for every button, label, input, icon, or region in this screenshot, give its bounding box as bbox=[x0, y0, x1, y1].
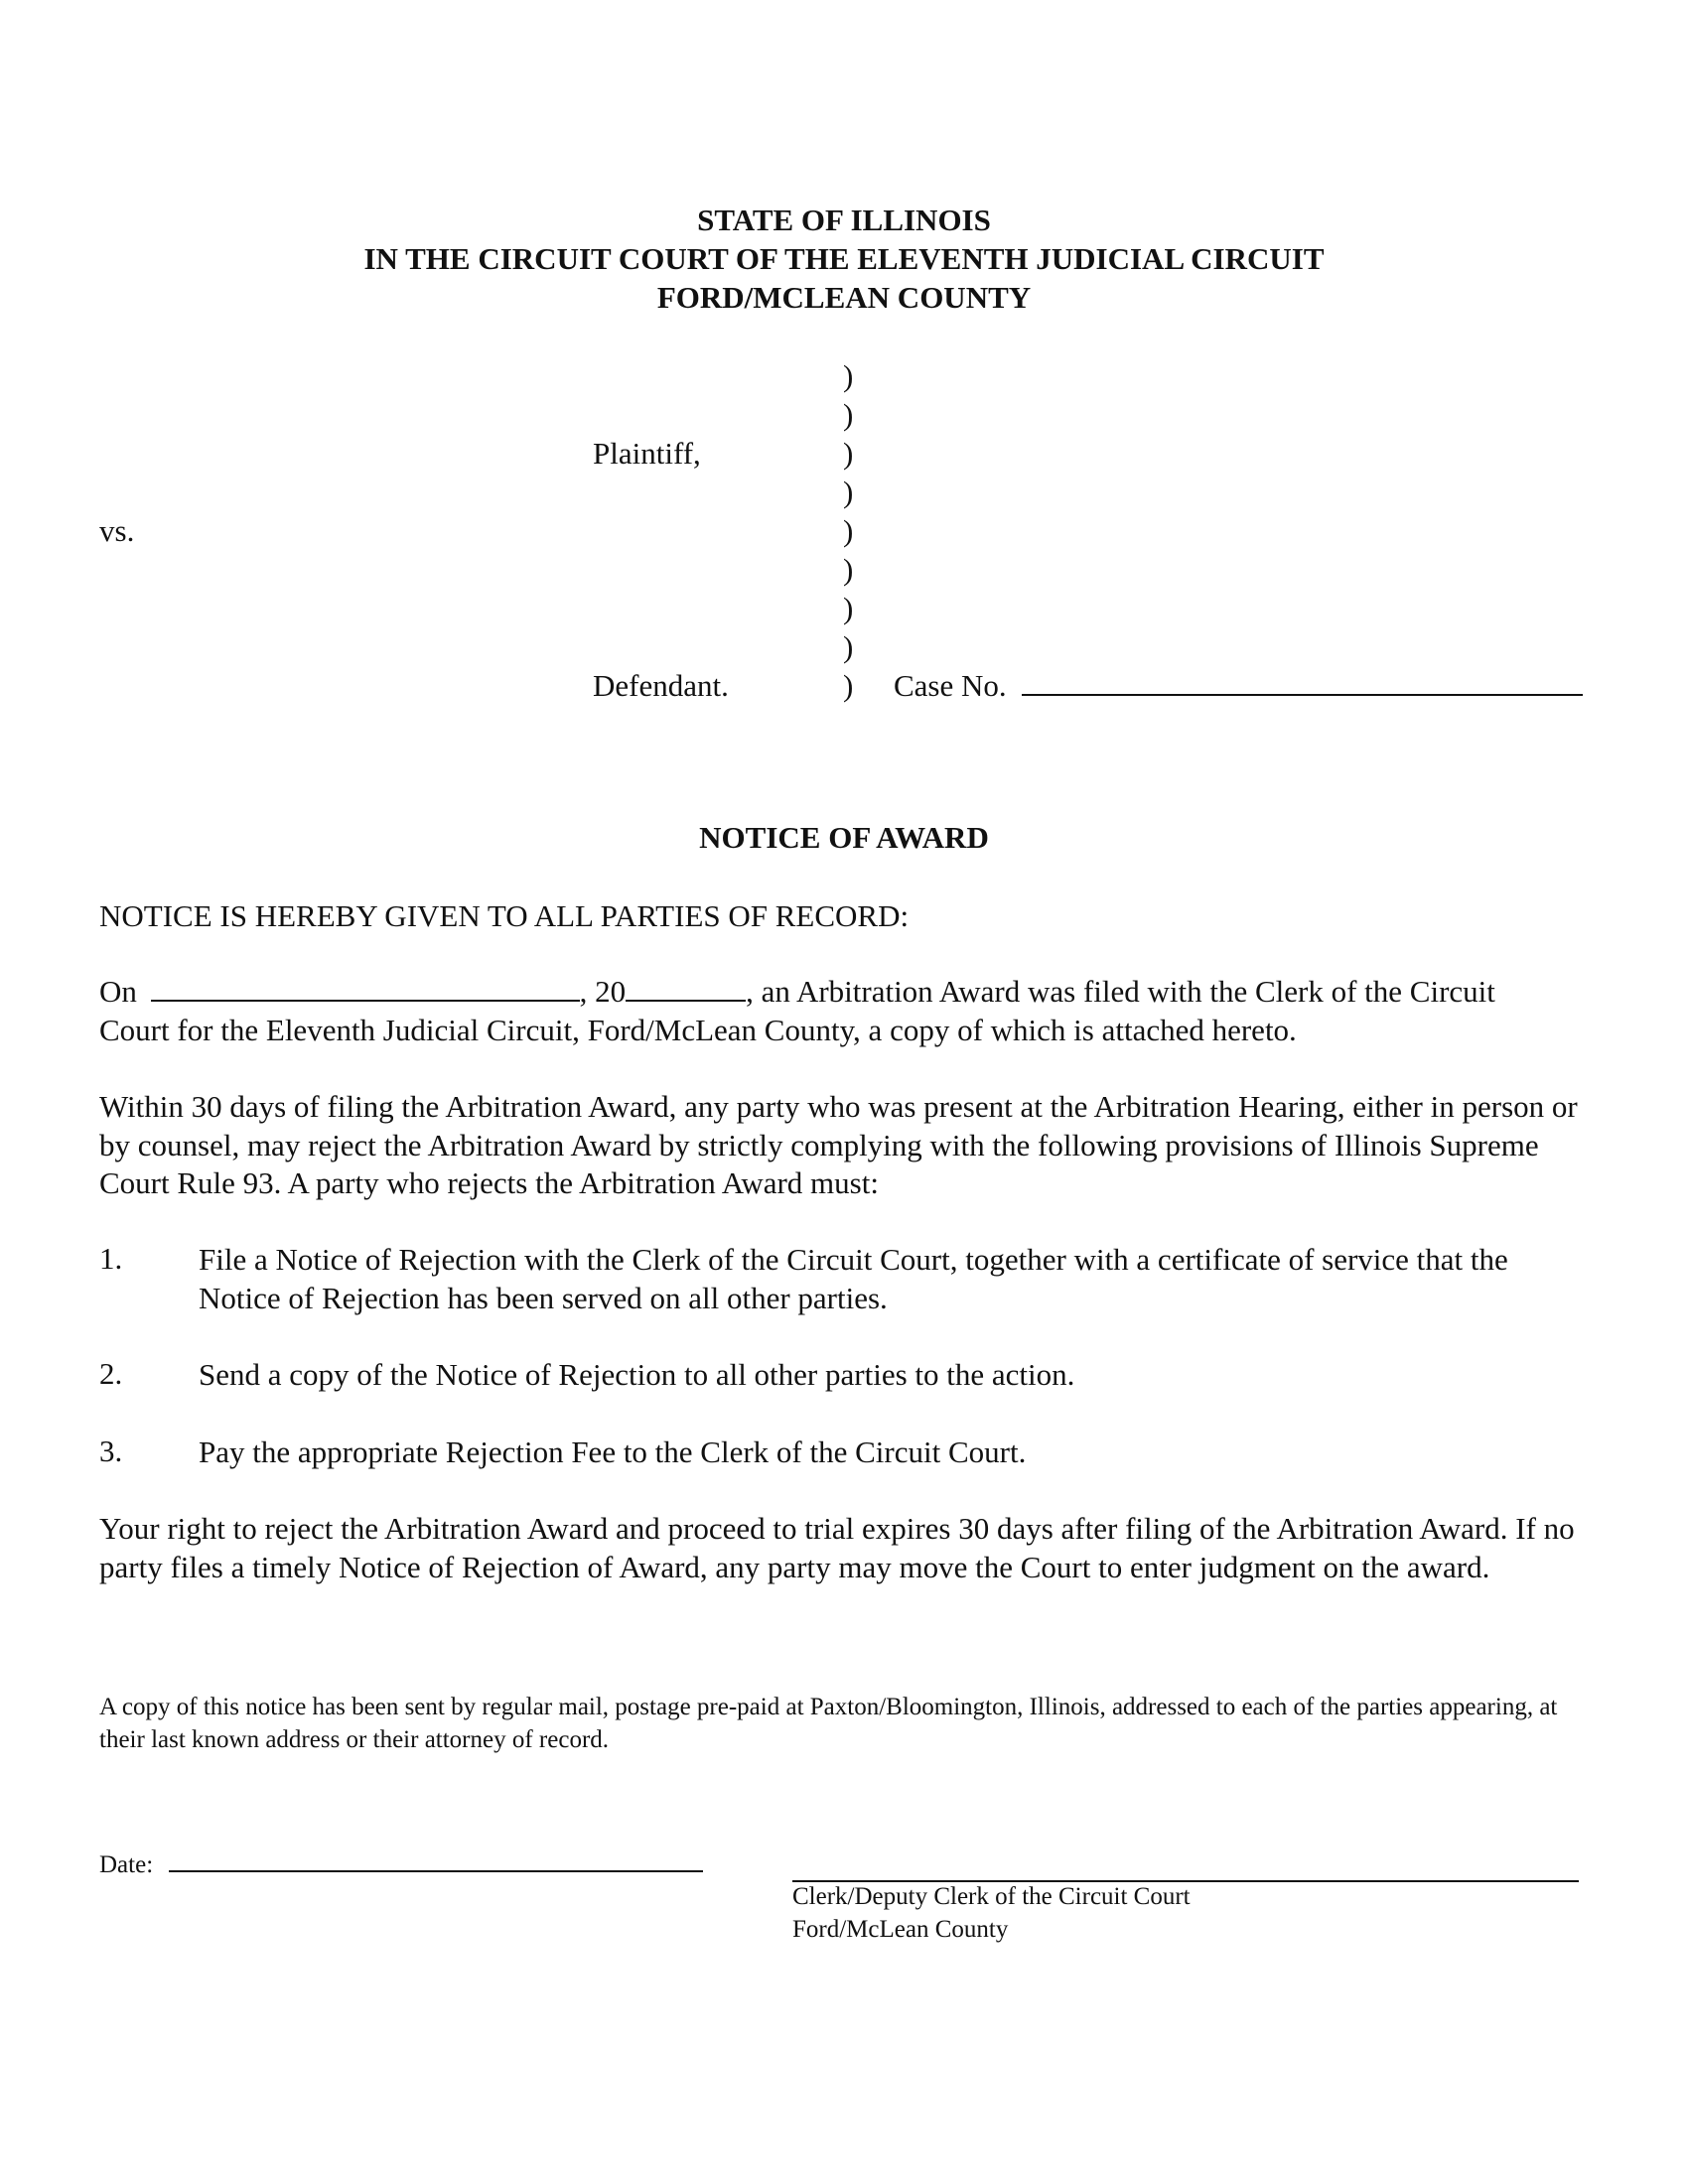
caption-paren: ) bbox=[843, 397, 854, 432]
vs-label: vs. bbox=[99, 513, 135, 548]
on-label: On bbox=[99, 974, 137, 1009]
header-state: STATE OF ILLINOIS bbox=[697, 203, 991, 237]
caption-paren: ) bbox=[843, 668, 854, 703]
caption-paren: ) bbox=[843, 513, 854, 548]
case-no-field[interactable] bbox=[1022, 694, 1583, 696]
date-signature bbox=[99, 1851, 703, 1879]
caption-paren: ) bbox=[843, 591, 854, 625]
step-number: 1. bbox=[99, 1241, 123, 1276]
filing-date-field[interactable] bbox=[151, 1000, 580, 1002]
clerk-county: Ford/McLean County bbox=[792, 1916, 1009, 1943]
caption-paren: ) bbox=[843, 552, 854, 587]
caption-paren: ) bbox=[843, 475, 854, 509]
case-number bbox=[894, 668, 1583, 704]
caption-paren: ) bbox=[843, 436, 854, 471]
header-county: FORD/MCLEAN COUNTY bbox=[656, 280, 1032, 315]
caption-paren: ) bbox=[843, 629, 854, 664]
step-text: Send a copy of the Notice of Rejection to all other parties to the action. bbox=[199, 1357, 1075, 1392]
filing-year-field[interactable] bbox=[626, 1000, 746, 1002]
header-court: IN THE CIRCUIT COURT OF THE ELEVENTH JUDICIAL CIRCUIT bbox=[363, 241, 1325, 276]
filing-paragraph bbox=[99, 973, 1589, 1049]
case-no-label: Case No. bbox=[894, 668, 1007, 703]
document-title: NOTICE OF AWARD bbox=[699, 820, 989, 855]
step-number: 3. bbox=[99, 1433, 123, 1468]
mail-notice: A copy of this notice has been sent by regular mail, postage pre-paid at Paxton/Bloomington, Illinois, addressed to each of the parties appearing, at their last known address or their attorney of record. bbox=[99, 1694, 1558, 1753]
filing-rest: , an Arbitration Award was filed with the Clerk of the Circuit bbox=[746, 974, 1495, 1009]
court-header bbox=[0, 201, 1688, 317]
year-prefix: , 20 bbox=[579, 974, 627, 1009]
clerk-block bbox=[792, 1880, 1191, 1946]
clerk-title: Clerk/Deputy Clerk of the Circuit Court bbox=[792, 1883, 1191, 1910]
step-number: 2. bbox=[99, 1356, 123, 1391]
notice-to-parties: NOTICE IS HEREBY GIVEN TO ALL PARTIES OF RECORD: bbox=[99, 898, 910, 933]
rejection-paragraph: Within 30 days of filing the Arbitration Award, any party who was present at the Arbitration Hearing, either in person or by counsel, may reject the Arbitration Award by strictly complying with the following provisions of Illinois Supreme Court Rule 93. A party who rejects the Arbitration Award must: bbox=[99, 1089, 1578, 1200]
filing-line2: Court for the Eleventh Judicial Circuit, Ford/McLean County, a copy of which is attached hereto. bbox=[99, 1012, 1297, 1047]
defendant-label: Defendant. bbox=[593, 668, 729, 703]
caption-paren: ) bbox=[843, 358, 854, 393]
date-field[interactable] bbox=[169, 1870, 703, 1872]
step-text: Pay the appropriate Rejection Fee to the Clerk of the Circuit Court. bbox=[199, 1434, 1027, 1469]
date-label: Date: bbox=[99, 1851, 154, 1878]
step-text: File a Notice of Rejection with the Clerk of the Circuit Court, together with a certificate of service that the Notice of Rejection has been served on all other parties. bbox=[199, 1242, 1508, 1315]
right-to-reject-paragraph: Your right to reject the Arbitration Award and proceed to trial expires 30 days after filing of the Arbitration Award. If no party files a timely Notice of Rejection of Award, any party may move the Court to enter judgment on the award. bbox=[99, 1511, 1575, 1584]
plaintiff-label: Plaintiff, bbox=[593, 436, 701, 471]
